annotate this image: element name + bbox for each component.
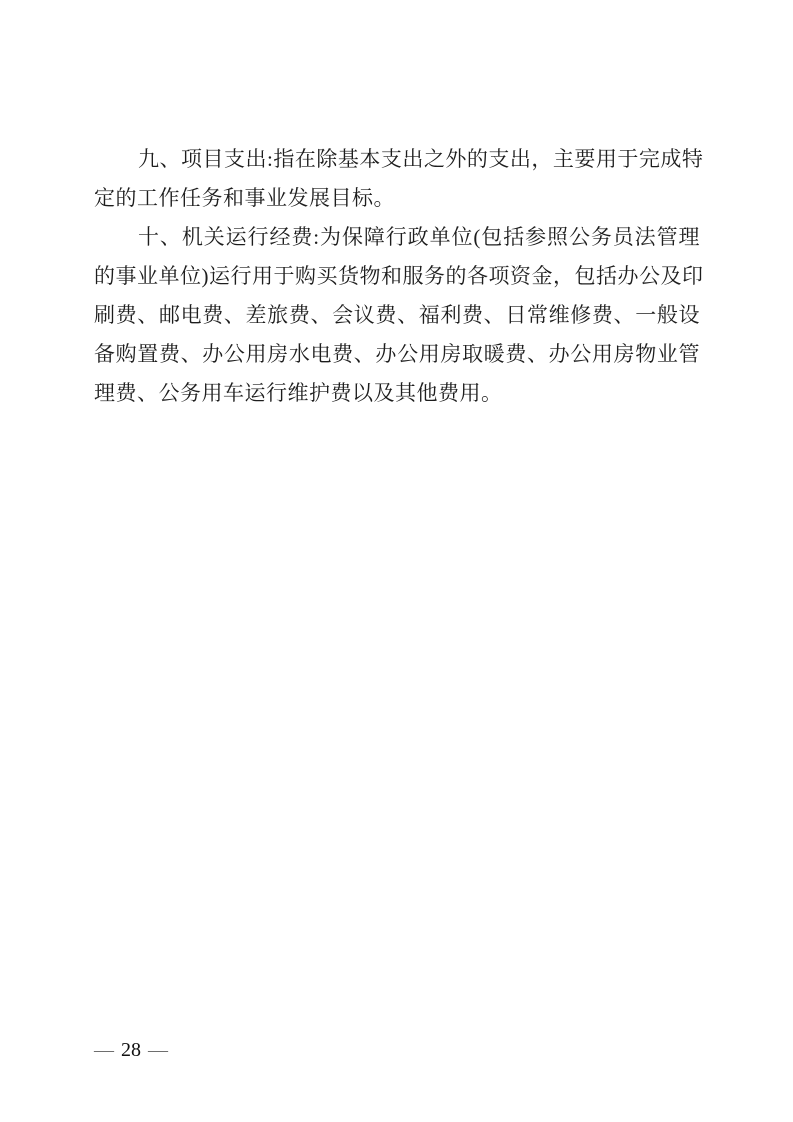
paragraph-1-line-2: 定的工作任务和事业发展目标。 bbox=[94, 186, 395, 210]
paragraph-2-line-5: 理费、公务用车运行维护费以及其他费用。 bbox=[94, 381, 503, 405]
paragraph-2-line-1: 十、机关运行经费:为保障行政单位(包括参照公务员法管理 bbox=[138, 225, 700, 249]
page-number-value: 28 bbox=[121, 1039, 141, 1061]
paragraph-2-line-3: 刷费、邮电费、差旅费、会议费、福利费、日常维修费、一般设 bbox=[94, 303, 700, 327]
page-number-dash-left: — bbox=[94, 1039, 114, 1061]
page-number bbox=[94, 1036, 168, 1064]
page-number-dash-right: — bbox=[148, 1039, 168, 1061]
body-text bbox=[94, 140, 704, 413]
paragraph-2-line-2: 的事业单位)运行用于购买货物和服务的各项资金，包括办公及印 bbox=[94, 264, 704, 288]
paragraph-1-line-1: 九、项目支出:指在除基本支出之外的支出，主要用于完成特 bbox=[138, 147, 704, 171]
paragraph-2-line-4: 备购置费、办公用房水电费、办公用房取暖费、办公用房物业管 bbox=[94, 342, 700, 366]
